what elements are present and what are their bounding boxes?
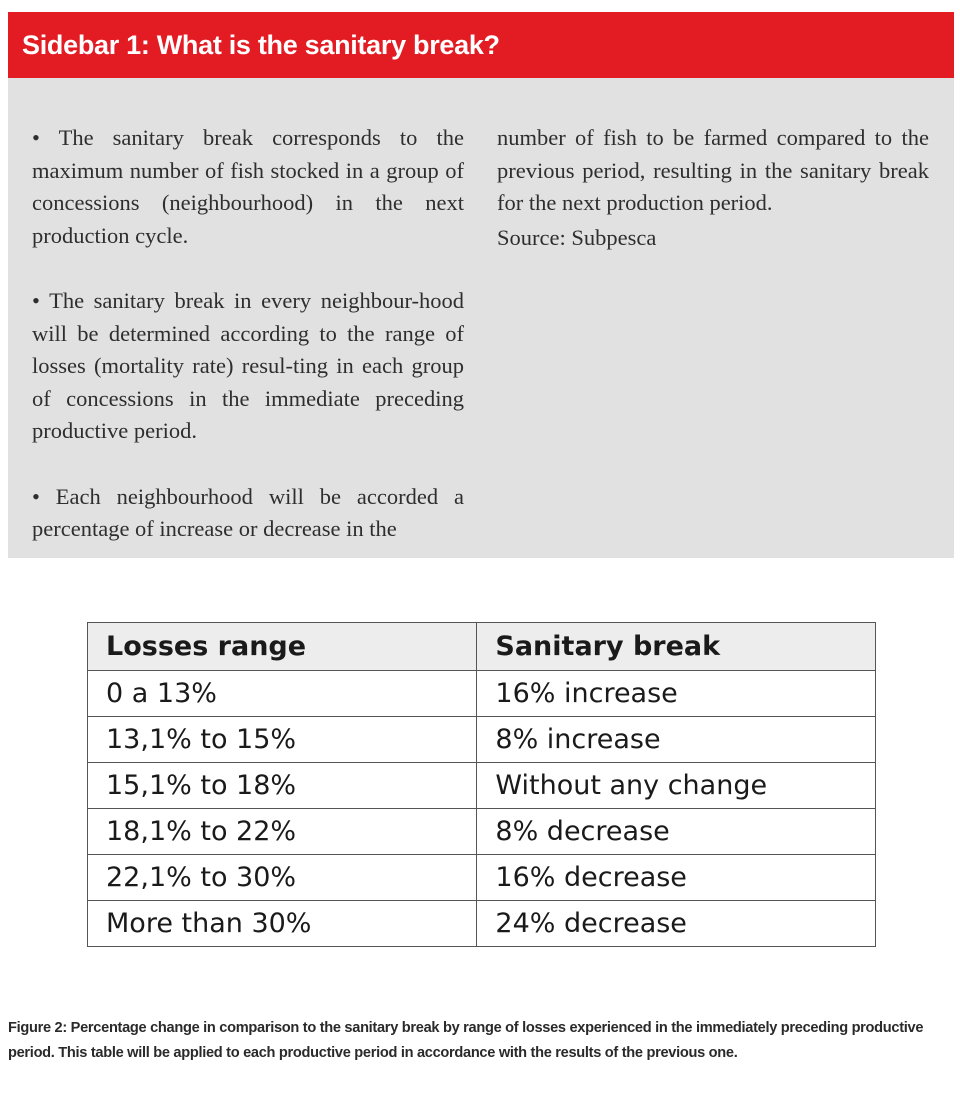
losses-range-cell: More than 30%: [88, 901, 477, 947]
sanitary-break-cell: Without any change: [477, 763, 876, 809]
header-losses-range: Losses range: [88, 623, 477, 671]
source-line: Source: Subpesca: [497, 224, 657, 250]
table-row: [88, 809, 876, 855]
sidebar-title: Sidebar 1: What is the sanitary break?: [8, 12, 954, 78]
losses-range-cell: 0 a 13%: [88, 671, 477, 717]
sidebar-right-column: [497, 122, 929, 254]
losses-range-cell: 13,1% to 15%: [88, 717, 477, 763]
figure-caption: Figure 2: Percentage change in comparison to the sanitary break by range of losses experienced in the immediately preceding productive period. This table will be applied to each productive period in accordance with the results of the previous one.: [8, 1020, 924, 1061]
table-row: [88, 855, 876, 901]
sanitary-break-cell: 16% decrease: [477, 855, 876, 901]
table-row: [88, 763, 876, 809]
sanitary-break-cell: 8% increase: [477, 717, 876, 763]
sanitary-break-cell: 24% decrease: [477, 901, 876, 947]
losses-range-cell: 22,1% to 30%: [88, 855, 477, 901]
sanitary-break-cell: 8% decrease: [477, 809, 876, 855]
losses-range-cell: 15,1% to 18%: [88, 763, 477, 809]
sidebar-paragraph: • The sanitary break corresponds to the maximum number of fish stocked in a group of concessions (neighbourhood) in the next production cycle.: [32, 125, 464, 248]
table-row: [88, 717, 876, 763]
table-row: [88, 901, 876, 947]
header-sanitary-break: Sanitary break: [477, 623, 876, 671]
sidebar-paragraph: • Each neighbourhood will be accorded a percentage of increase or decrease in the: [32, 483, 464, 541]
sidebar-left-column: [32, 122, 464, 546]
losses-range-cell: 18,1% to 22%: [88, 809, 477, 855]
sidebar-paragraph: • The sanitary break in every neighbour-hood will be determined according to the range of losses (mortality rate) resul-ting in each group of concessions in the immediate preceding productive period.: [32, 288, 464, 443]
sanitary-break-table: [87, 622, 876, 947]
table-row: [88, 671, 876, 717]
table-header-row: [88, 623, 876, 671]
sidebar-paragraph-continued: number of fish to be farmed compared to the previous period, resulting in the sanitary break for the next production period.: [497, 125, 929, 215]
sidebar-box: [8, 12, 954, 558]
sanitary-break-cell: 16% increase: [477, 671, 876, 717]
